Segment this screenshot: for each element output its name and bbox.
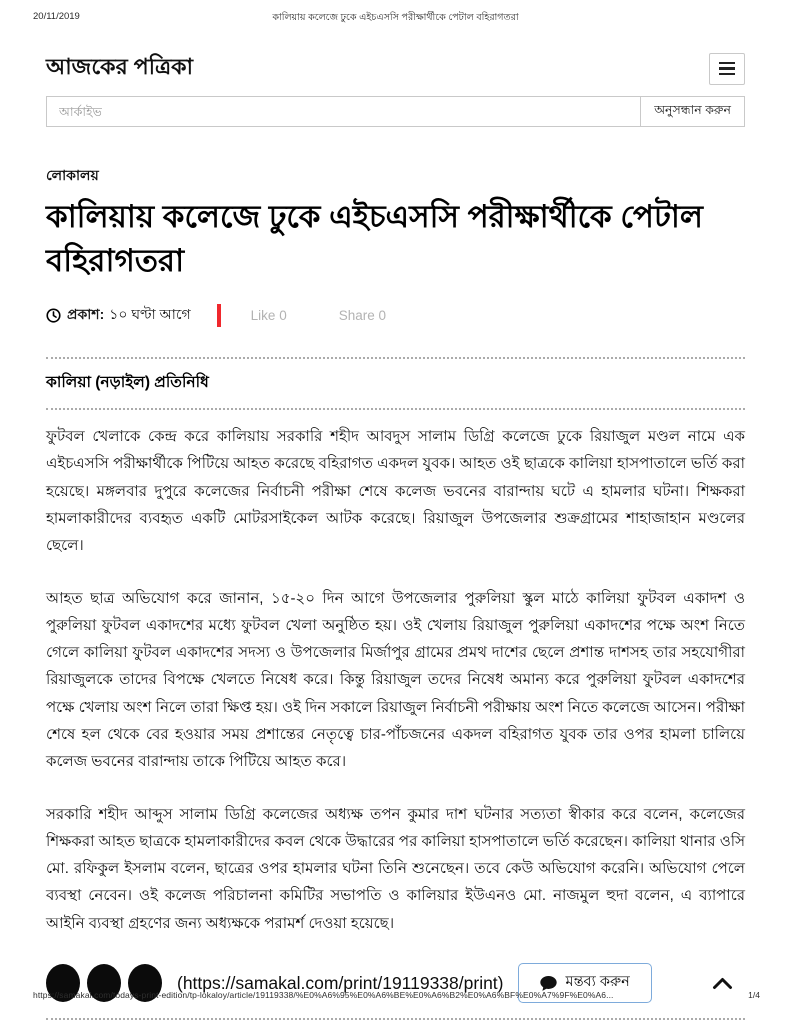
article-paragraph: ফুটবল খেলাকে কেন্দ্র করে কালিয়ায় সরকারি শহীদ আবদুস সালাম ডিগ্রি কলেজে ঢুকে রিয়াজুল মণ্ডল নামে এক এইচএসসি পরীক্ষার্থীকে পিটিয়ে আহত করেছে বহিরাগত একদল যুবক। আহত ওই ছাত্রকে কালিয়া হাসপাতালে ভর্তি করা হয়েছে। মঙ্গলবার দুপুরে কলেজের নির্বাচনী পরীক্ষা শেষে কলেজ ভবনের বারান্দায় ঘটে এ হামলার ঘটনা। শিক্ষকরা হামলাকারীদের ব্যবহৃত একটি মোটরসাইকেল আটক করেছে। রিয়াজুল উপজেলার শুক্রগ্রামের শাহাজাহান মণ্ডলের ছেলে।	[46, 428, 745, 555]
print-header	[0, 0, 791, 26]
print-date: 20/11/2019	[33, 11, 80, 22]
category-label[interactable]: লোকালয়	[46, 167, 99, 183]
page-number: 1/4	[748, 990, 760, 1000]
dotted-divider	[46, 1018, 745, 1020]
search-input[interactable]	[47, 97, 640, 126]
published-time: ১০ ঘণ্টা আগে	[109, 306, 191, 323]
article-body	[46, 423, 745, 937]
print-url-link[interactable]: (https://samakal.com/print/19119338/print)	[177, 972, 504, 993]
article-headline: কালিয়ায় কলেজে ঢুকে এইচএসসি পরীক্ষার্থীকে পেটাল বহিরাগতরা	[46, 199, 703, 279]
published-label: প্রকাশ:	[67, 306, 105, 323]
article-meta	[46, 303, 745, 327]
search-bar	[46, 96, 745, 127]
dotted-divider	[46, 408, 745, 410]
share-button[interactable]: Share 0	[338, 307, 386, 323]
search-button[interactable]: অনুসন্ধান করুন	[640, 97, 744, 126]
footer-source-url: https://samakal.com/todays-print-edition/tp-lokaloy/article/19119338/%E0%A6%95%E0%A6%BE%E0%A6%B2%E0%A6%BF%E0%A7%9F%E0%A6...	[33, 990, 614, 1000]
like-button[interactable]: Like 0	[250, 307, 287, 323]
article-paragraph: আহত ছাত্র অভিযোগ করে জানান, ১৫-২০ দিন আগে উপজেলার পুরুলিয়া স্কুল মাঠে কালিয়া ফুটবল একাদশ ও পুরুলিয়া ফুটবল একাদশের মধ্যে ফুটবল খেলা অনুষ্ঠিত হয়। ওই খেলায় রিয়াজুল পুরুলিয়া একাদশের পক্ষে অংশ নিতে গেলে কালিয়া ফুটবল একাদশের সদস্য ও উপজেলার মির্জাপুর গ্রামের প্রমথ দাশের ছেলে প্রশান্ত দাশসহ তার সহযোগীরা রিয়াজুলকে তাদের বিপক্ষে খেলতে নিষেধ করে। কিন্তু রিয়াজুল তদের নিষেধ অমান্য করে পুরুলিয়া ফুটবল একাদশের পক্ষে খেলায় অংশ নিলে তারা ক্ষিপ্ত হয়। ওই দিন সকালে রিয়াজুল নির্বাচনী পরীক্ষায় অংশ নিতে কলেজে আসেন। পরীক্ষা শেষে হল থেকে বের হওয়ার সময় প্রশান্তের নেতৃত্বে চার-পাঁচজনের একদল বহিরাগত যুবক তার ওপর হামলা চালিয়ে কলেজ ভবনের বারান্দায় তাকে পিটিয়ে আহত করে।	[46, 589, 745, 771]
comment-button-label: মন্তব্য করুন	[565, 974, 630, 991]
speech-bubble-icon	[540, 976, 557, 991]
masthead	[46, 50, 745, 87]
chevron-up-icon[interactable]	[712, 977, 733, 990]
hamburger-icon	[719, 62, 735, 65]
hamburger-menu-button[interactable]	[709, 53, 745, 85]
hamburger-icon	[719, 67, 735, 70]
red-accent-divider	[217, 304, 221, 327]
clock-icon	[46, 308, 61, 323]
byline: কালিয়া (নড়াইল) প্রতিনিধি	[46, 374, 209, 392]
page-footer	[33, 990, 760, 1000]
article-paragraph: সরকারি শহীদ আব্দুস সালাম ডিগ্রি কলেজের অধ্যক্ষ তপন কুমার দাশ ঘটনার সত্যতা স্বীকার করে বলেন, কলেজের শিক্ষকরা আহত ছাত্রকে হামলাকারীদের কবল থেকে উদ্ধারের পর কালিয়া হাসপাতালে ভর্তি করেছেন। কালিয়া থানার ওসি মো. রফিকুল ইসলাম বলেন, ছাত্রের ওপর হামলার ঘটনা তিনি শুনেছেন। তবে কেউ অভিযোগ করেনি। অভিযোগ পেলে ব্যবস্থা নেবেন। ওই কলেজ পরিচালনা কমিটির সভাপতি ও কালিয়ার ইউএনও মো. নাজমুল হুদা বলেন, এ ব্যাপারে আইনি ব্যবস্থা গ্রহণের জন্য অধ্যক্ষকে পরামর্শ দেওয়া হয়েছে।	[46, 805, 745, 932]
site-logo-text[interactable]: আজকের পত্রিকা	[46, 54, 193, 79]
print-document-title: কালিয়ায় কলেজে ঢুকে এইচএসসি পরীক্ষার্থীকে পেটাল বহিরাগতরা	[272, 12, 519, 23]
hamburger-icon	[719, 73, 735, 76]
